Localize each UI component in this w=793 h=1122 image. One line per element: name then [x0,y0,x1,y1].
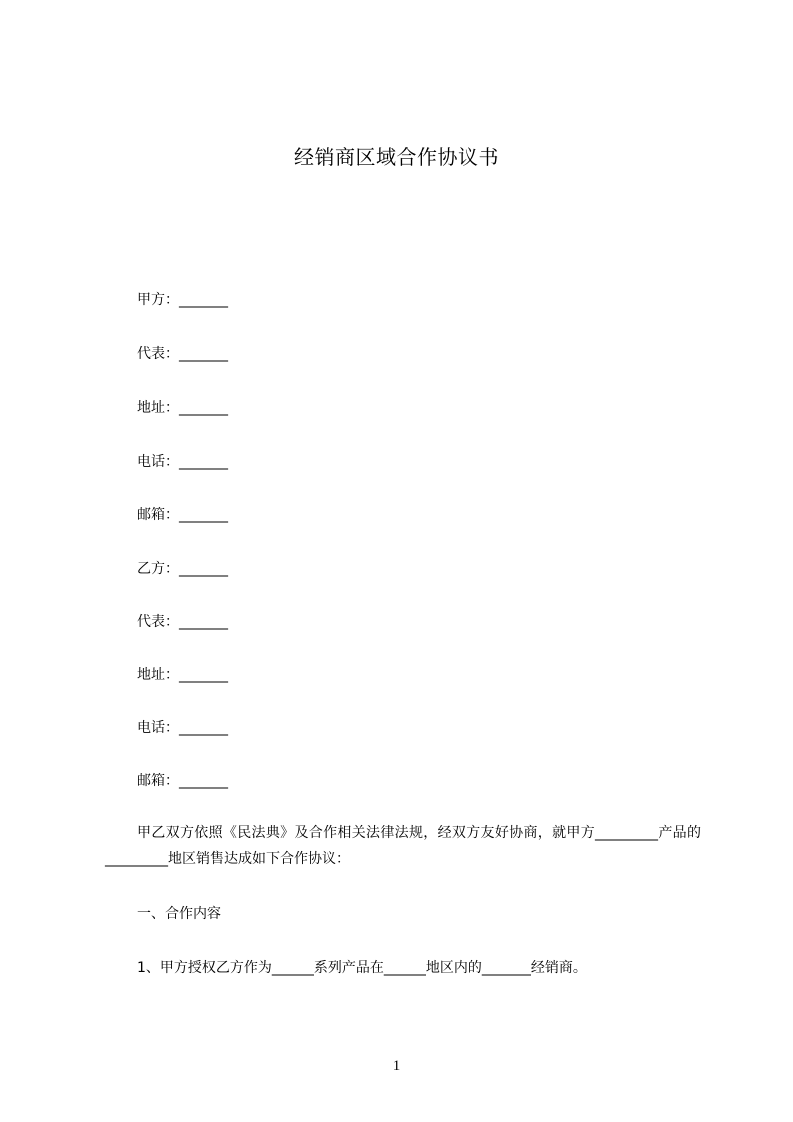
party-a-representative-field: 代表：_______ [137,346,228,362]
party-a-address-field: 地址：_______ [137,400,228,416]
intro-paragraph: 甲乙双方依照《民法典》及合作相关法律法规，经双方友好协商，就甲方_________产品的_________地区销售达成如下合作协议： [105,825,701,867]
party-a-name-field: 甲方：_______ [137,292,228,308]
document-title: 经销商区域合作协议书 [294,145,499,169]
party-a-phone-field: 电话：_______ [137,454,228,470]
party-b-representative-field: 代表：_______ [137,614,228,630]
section-1-heading: 一、合作内容 [137,906,221,922]
party-b-name-field: 乙方：_______ [137,561,228,577]
party-b-email-field: 邮箱：_______ [137,773,228,789]
party-b-address-field: 地址：_______ [137,667,228,683]
party-a-email-field: 邮箱：_______ [137,507,228,523]
clause-1: 1、甲方授权乙方作为______系列产品在______地区内的_______经销商。 [137,960,587,976]
page-number: 1 [392,1058,401,1074]
party-b-phone-field: 电话：_______ [137,720,228,736]
